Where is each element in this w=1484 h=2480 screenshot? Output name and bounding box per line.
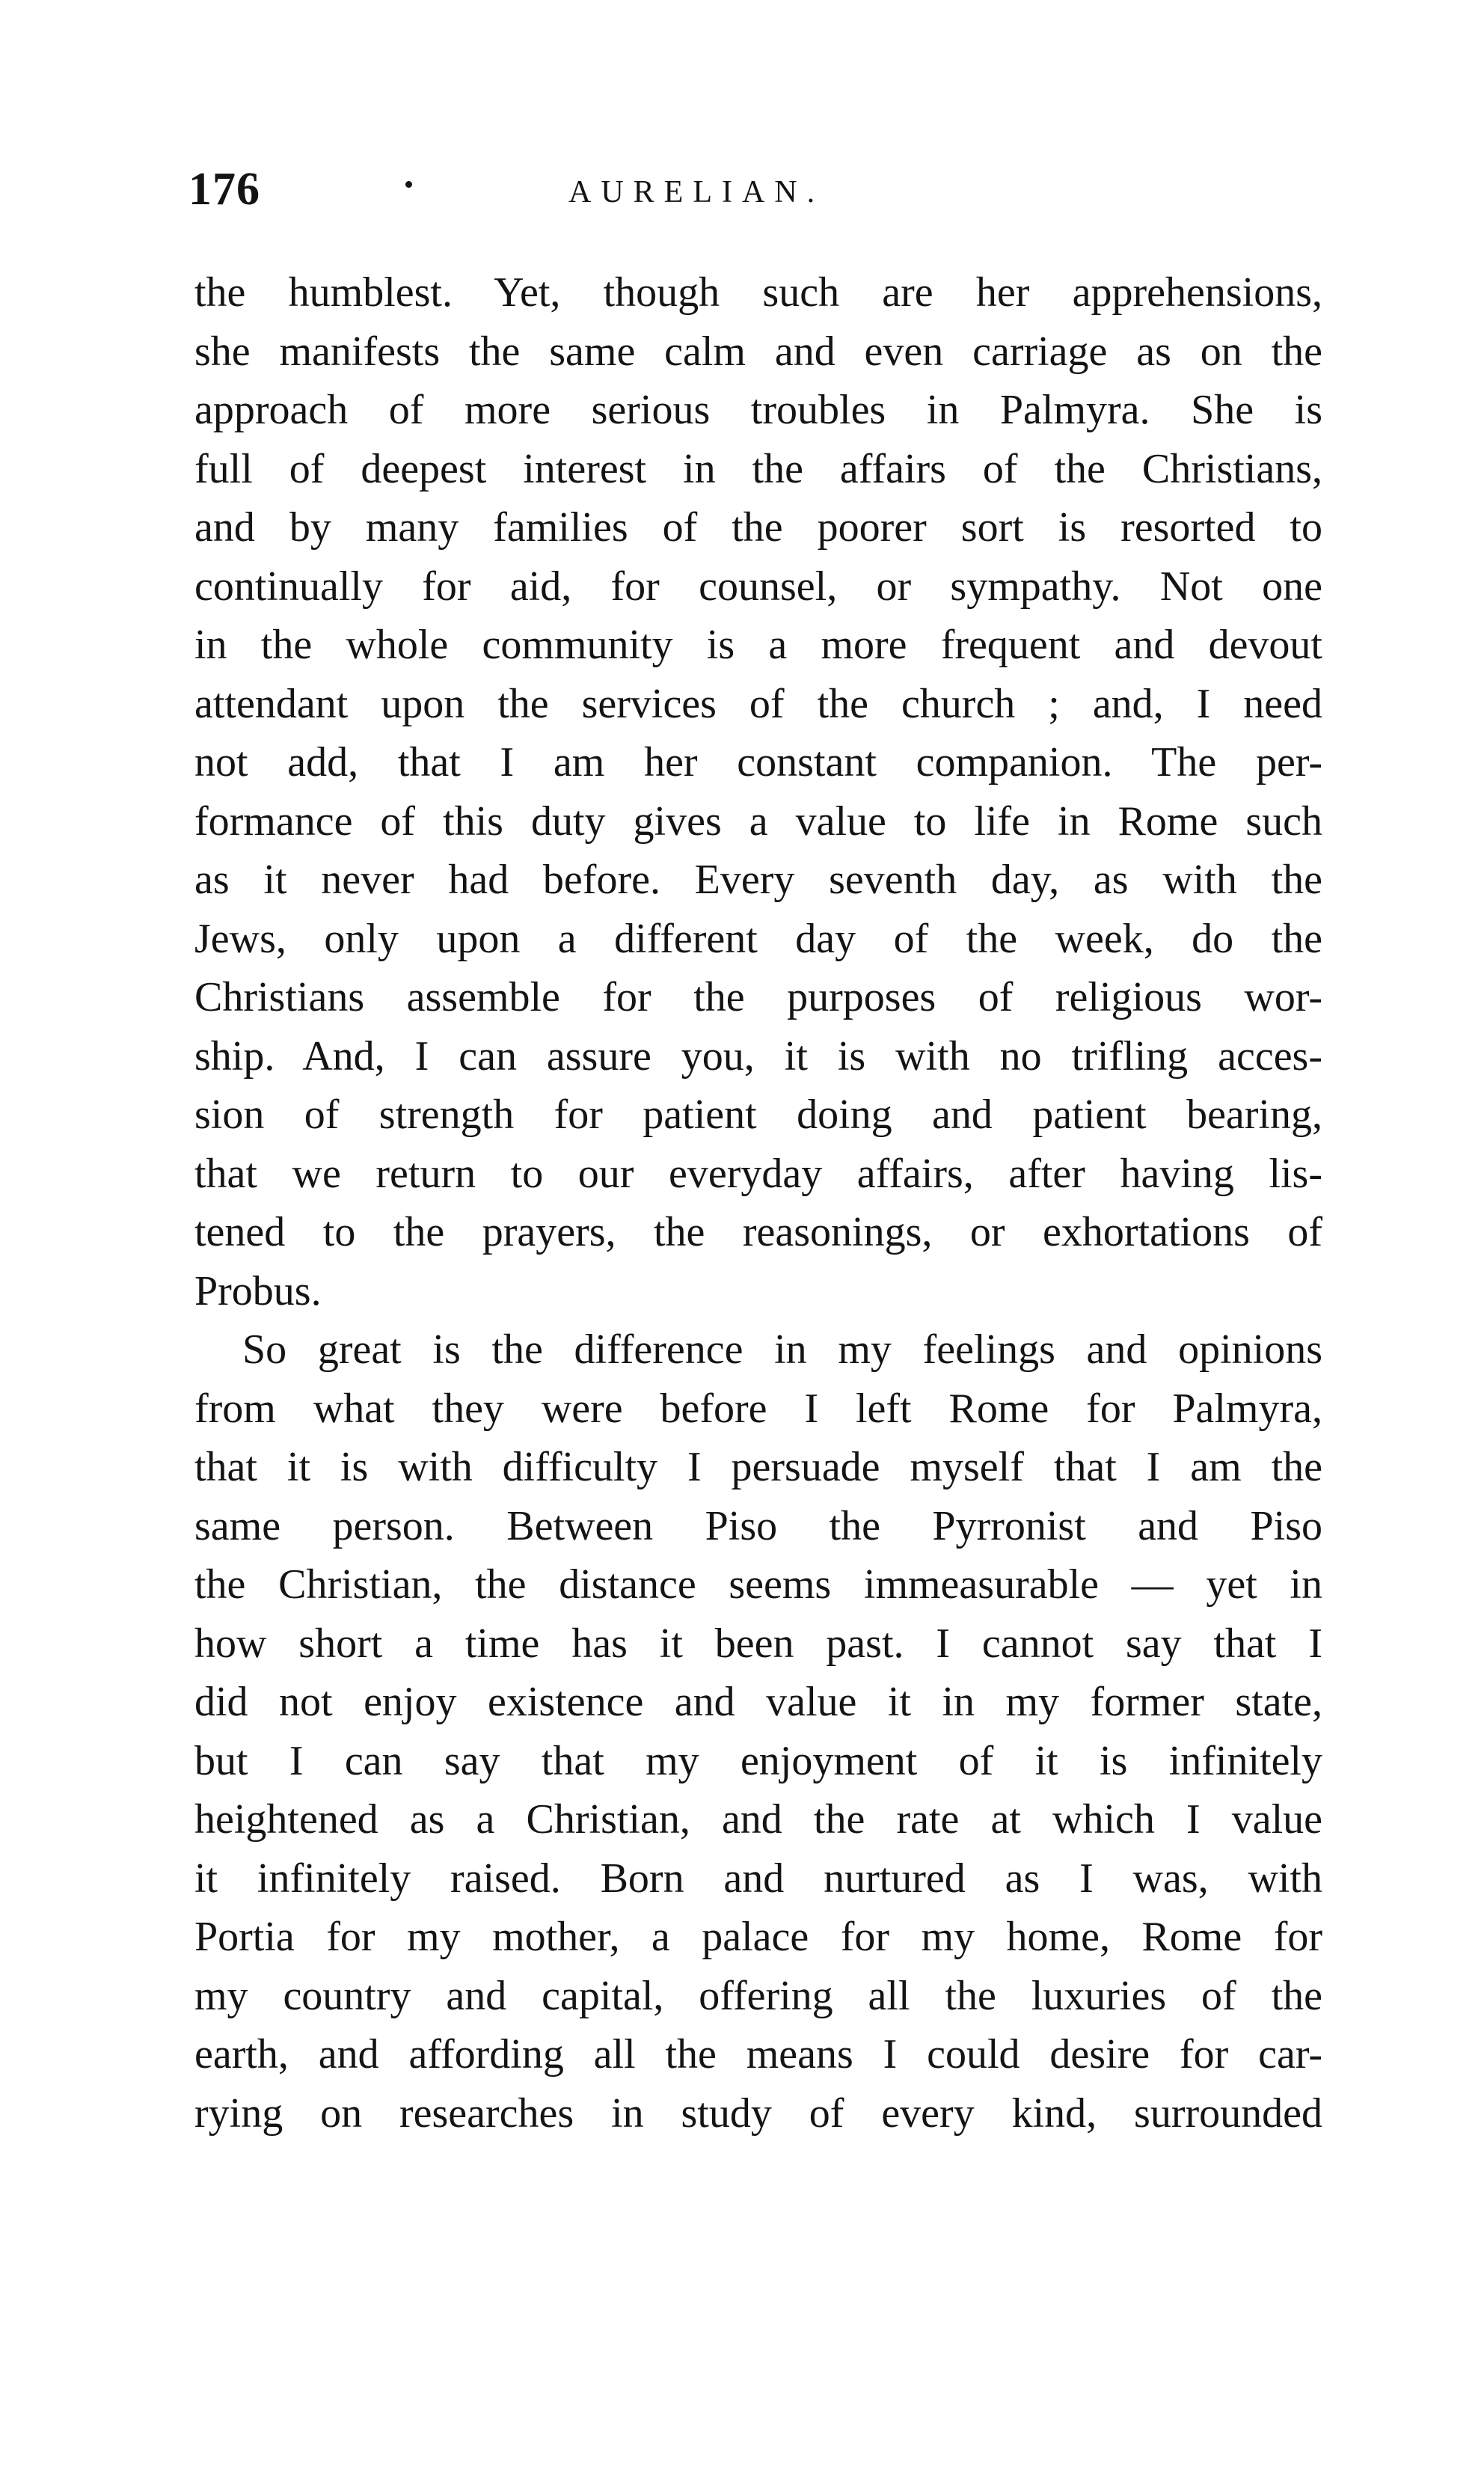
text-line: approach of more serious troubles in Palmyra. She is — [194, 387, 1322, 433]
text-line: it infinitely raised. Born and nurtured as I was, with — [194, 1855, 1322, 1902]
text-line: tened to the prayers, the reasonings, or exhortations of — [194, 1209, 1322, 1255]
body-text — [194, 263, 1322, 2143]
text-line: Portia for my mother, a palace for my home, Rome for — [194, 1914, 1322, 1960]
text-line: continually for aid, for counsel, or sympathy. Not one — [194, 563, 1322, 610]
text-line: not add, that I am her constant companion. The per- — [194, 739, 1322, 786]
text-line: ship. And, I can assure you, it is with no trifling acces- — [194, 1032, 1322, 1080]
ink-speck — [405, 181, 412, 188]
text-line: Christians assemble for the purposes of religious wor- — [194, 974, 1322, 1020]
text-line: attendant upon the services of the church ; and, I need — [194, 680, 1322, 727]
text-line: but I can say that my enjoyment of it is infinitely — [194, 1737, 1322, 1784]
text-line: how short a time has it been past. I cannot say that I — [194, 1620, 1322, 1667]
text-line: earth, and affording all the means I could desire for car- — [194, 2031, 1322, 2078]
text-line: the Christian, the distance seems immeasurable — yet in — [194, 1561, 1322, 1608]
text-line: did not enjoy existence and value it in my former state, — [194, 1679, 1322, 1725]
text-line: same person. Between Piso the Pyrronist and Piso — [194, 1502, 1322, 1549]
paragraph — [194, 263, 1322, 1320]
running-head: AURELIAN. — [568, 175, 825, 209]
text-line: Probus. — [194, 1267, 322, 1314]
page-number: 176 — [188, 164, 260, 215]
text-line: formance of this duty gives a value to life in Rome such — [194, 797, 1322, 845]
paragraph — [194, 1320, 1322, 2143]
text-line: full of deepest interest in the affairs of the Christians, — [194, 445, 1322, 492]
text-line: from what they were before I left Rome for Palmyra, — [194, 1385, 1322, 1432]
text-line: in the whole community is a more frequent and devout — [194, 622, 1322, 668]
text-line: she manifests the same calm and even carriage as on the — [194, 328, 1322, 375]
text-line: my country and capital, offering all the luxuries of the — [194, 1972, 1322, 2019]
text-line: as it never had before. Every seventh day, as with the — [194, 857, 1322, 903]
text-line: and by many families of the poorer sort is resorted to — [194, 504, 1322, 551]
text-line: that we return to our everyday affairs, after having lis- — [194, 1150, 1322, 1197]
text-line: that it is with difficulty I persuade myself that I am the — [194, 1444, 1322, 1490]
text-line: sion of strength for patient doing and patient bearing, — [194, 1091, 1322, 1138]
text-line: So great is the difference in my feelings and opinions — [242, 1326, 1322, 1373]
text-line: rying on researches in study of every kind, surrounded — [194, 2089, 1322, 2137]
text-line: Jews, only upon a different day of the week, do the — [194, 915, 1322, 962]
text-line: heightened as a Christian, and the rate at which I value — [194, 1796, 1322, 1843]
text-line: the humblest. Yet, though such are her apprehensions, — [194, 269, 1322, 316]
